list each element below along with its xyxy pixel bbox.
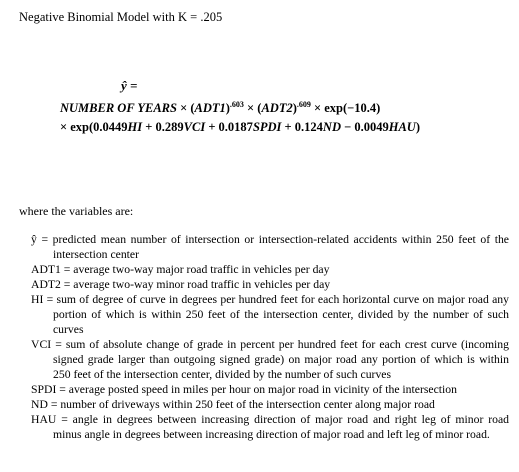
- variables-intro: where the variables are:: [19, 204, 134, 218]
- eq-var-adt1: ADT1: [194, 101, 226, 115]
- definition-adt1: [31, 262, 509, 277]
- definition-symbol: HAU: [31, 413, 57, 426]
- eq-var-vci: VCI: [183, 120, 206, 134]
- definition-hi: [31, 292, 509, 337]
- definition-text: = number of driveways within 250 feet of the intersection center along major road: [47, 398, 435, 411]
- definition-symbol: VCI: [31, 338, 52, 351]
- definition-symbol: ADT1: [31, 263, 61, 276]
- eq-op: × (: [176, 101, 195, 115]
- eq-exponent-adt2: .609: [296, 100, 311, 109]
- definition-symbol: HI: [31, 293, 44, 306]
- definition-text: = average two-way major road traffic in vehicles per day: [60, 263, 330, 276]
- equation-line-1: [60, 99, 420, 118]
- eq-coef: + 0.289: [142, 120, 184, 134]
- eq-var-hau: HAU: [388, 120, 416, 134]
- definition-spdi: [31, 382, 509, 397]
- equation-line-2: [60, 118, 420, 137]
- eq-paren: ): [225, 101, 230, 115]
- eq-paren: ): [292, 101, 297, 115]
- equation-lhs: ŷ =: [121, 78, 138, 93]
- eq-coef: + 0.124: [281, 120, 323, 134]
- variable-definitions: [31, 232, 509, 442]
- definition-text: = average two-way minor road traffic in vehicles per day: [60, 278, 331, 291]
- definition-nd: [31, 397, 509, 412]
- eq-paren: ): [415, 120, 420, 134]
- eq-coef: − 0.0049: [340, 120, 389, 134]
- document-title: Negative Binomial Model with K = .205: [19, 10, 223, 24]
- eq-var-nd: ND: [322, 120, 341, 134]
- definition-symbol: ND: [31, 398, 48, 411]
- definition-symbol: ADT2: [31, 278, 61, 291]
- definition-text: = angle in degrees between increasing direction of major road and right leg of minor road minus angle in degrees between increasing direction of major road and left leg of minor road.: [53, 413, 509, 441]
- eq-coef: × exp(0.0449: [60, 120, 128, 134]
- definition-text: = predicted mean number of intersection or intersection-related accidents within 250 feet of the intersection center: [36, 233, 509, 261]
- equation: [60, 99, 420, 137]
- eq-var-adt2: ADT2: [261, 101, 293, 115]
- eq-term-years: NUMBER OF YEARS: [60, 101, 177, 115]
- definition-vci: [31, 337, 509, 382]
- definition-hau: [31, 412, 509, 442]
- definition-text: = sum of degree of curve in degrees per hundred feet for each horizontal curve on major road any portion of which is within 250 feet of the intersection center, divided by the number of such curves: [43, 293, 509, 336]
- eq-exp-constant: × exp(−10.4): [310, 101, 381, 115]
- definition-symbol: SPDI: [31, 383, 57, 396]
- definition-symbol: ŷ: [31, 233, 37, 246]
- definition-text: = sum of absolute change of grade in percent per hundred feet for each crest curve (incoming signed grade larger than outgoing signed grade) on major road any portion of which is within 250 feet of the intersection center, divided by the number of such curves: [51, 338, 509, 381]
- eq-var-hi: HI: [127, 120, 143, 134]
- eq-var-spdi: SPDI: [252, 120, 282, 134]
- definition-text: = average posted speed in miles per hour on major road in vicinity of the intersection: [56, 383, 457, 396]
- definition-adt2: [31, 277, 509, 292]
- eq-op: × (: [243, 101, 262, 115]
- eq-coef: + 0.0187: [205, 120, 253, 134]
- eq-exponent-adt1: .603: [229, 100, 244, 109]
- definition-yhat: [31, 232, 509, 262]
